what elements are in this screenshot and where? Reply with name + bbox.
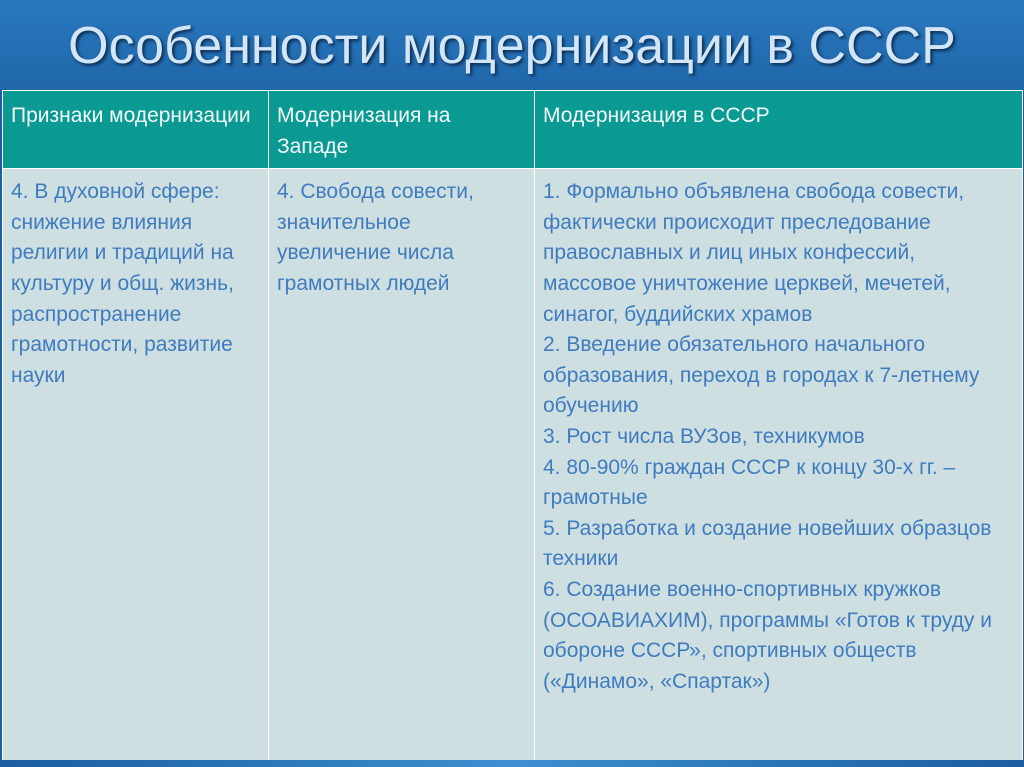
table-header-row xyxy=(3,91,1023,169)
slide-title: Особенности модернизации в СССР xyxy=(68,17,956,75)
list-item: 1. Формально объявлена свобода совести, фактически происходит преследование православных и лиц иных конфессий, массовое уничтожение церквей, мечетей, синагог, буддийских храмов xyxy=(543,180,965,326)
list-item: 3. Рост числа ВУЗов, техникумов xyxy=(543,424,865,448)
table-row xyxy=(3,169,1023,762)
cell-west: 4. Свобода совести, значительное увеличение числа грамотных людей xyxy=(269,169,535,762)
cell-ussr xyxy=(535,169,1023,762)
list-item: 5. Разработка и создание новейших образцов техники xyxy=(543,516,992,571)
cell-sign: 4. В духовной сфере: снижение влияния религии и традиций на культуру и общ. жизнь, распространение грамотности, развитие науки xyxy=(3,169,269,762)
header-modernization-ussr: Модернизация в СССР xyxy=(535,91,1023,169)
title-bar xyxy=(0,0,1024,92)
list-item: 6. Создание военно-спортивных кружков (ОСОАВИАХИМ), программы «Готов к труду и обороне СССР», спортивных обществ («Динамо», «Спартак») xyxy=(543,577,992,693)
list-item: 4. 80-90% граждан СССР к концу 30-х гг. – грамотные xyxy=(543,455,956,510)
header-modernization-west: Модернизация на Западе xyxy=(269,91,535,169)
comparison-table xyxy=(2,90,1023,762)
list-item: 2. Введение обязательного начального образования, переход в городах к 7-летнему обучению xyxy=(543,333,980,418)
header-signs-of-modernization: Признаки модернизации xyxy=(3,91,269,169)
bottom-strip xyxy=(0,760,1024,767)
ussr-list xyxy=(543,177,1014,697)
